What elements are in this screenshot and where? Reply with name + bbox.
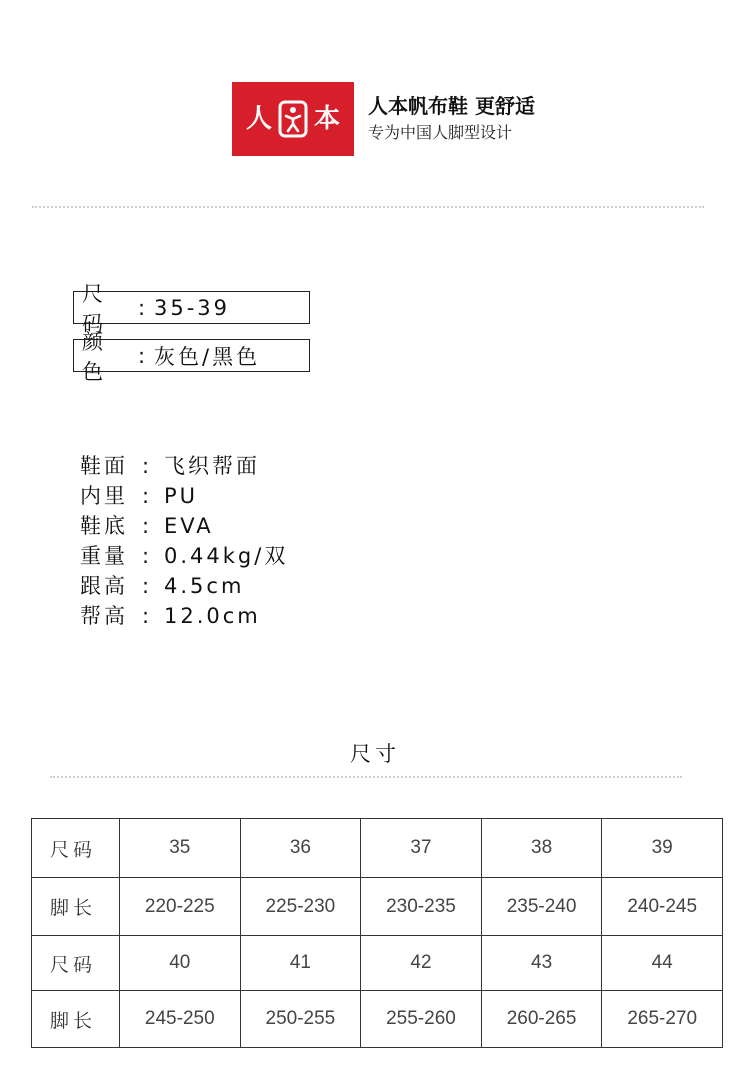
table-cell: 37 xyxy=(361,819,482,878)
divider-top xyxy=(32,206,704,208)
spec-row-upper xyxy=(80,451,288,481)
spec-colon: : xyxy=(142,484,153,508)
spec-value: PU xyxy=(164,484,199,508)
spec-colon: : xyxy=(142,574,153,598)
table-cell: 42 xyxy=(361,936,482,991)
color-label: 颜 色 xyxy=(82,329,130,384)
brand-text xyxy=(368,93,535,145)
table-cell: 260-265 xyxy=(481,991,602,1048)
spec-colon: : xyxy=(142,514,153,538)
table-cell: 41 xyxy=(240,936,361,991)
table-cell: 230-235 xyxy=(361,878,482,936)
table-cell: 36 xyxy=(240,819,361,878)
spec-row-shaft-height xyxy=(80,601,288,631)
table-cell: 38 xyxy=(481,819,602,878)
spec-value: 0.44kg/双 xyxy=(164,544,289,568)
table-cell: 240-245 xyxy=(602,878,723,936)
spec-value: EVA xyxy=(164,514,214,538)
size-range-value: 35-39 xyxy=(154,295,231,320)
size-range-label: 尺 码 xyxy=(82,281,130,336)
spec-colon: : xyxy=(142,544,153,568)
spec-row-heel-height xyxy=(80,571,288,601)
table-cell: 245-250 xyxy=(120,991,241,1048)
size-range-colon: : xyxy=(138,295,149,320)
table-cell: 250-255 xyxy=(240,991,361,1048)
color-colon: : xyxy=(138,343,149,368)
table-cell: 39 xyxy=(602,819,723,878)
spec-label: 内里 xyxy=(80,484,128,508)
spec-label: 重量 xyxy=(80,544,128,568)
row-label: 脚长 xyxy=(32,991,120,1048)
brand-header xyxy=(232,82,535,156)
table-cell: 43 xyxy=(481,936,602,991)
spec-label: 鞋面 xyxy=(80,454,128,478)
spec-label: 帮高 xyxy=(80,604,128,628)
spec-label: 鞋底 xyxy=(80,514,128,538)
table-cell: 44 xyxy=(602,936,723,991)
spec-colon: : xyxy=(142,604,153,628)
table-cell: 235-240 xyxy=(481,878,602,936)
spec-row-sole xyxy=(80,511,288,541)
spec-value: 飞织帮面 xyxy=(164,454,260,478)
logo-char-left: 人 xyxy=(245,104,272,134)
spec-value: 4.5cm xyxy=(164,574,245,598)
spec-value: 12.0cm xyxy=(164,604,261,628)
spec-row-weight xyxy=(80,541,288,571)
person-icon xyxy=(278,100,308,138)
brand-title: 人本帆布鞋 更舒适 xyxy=(368,94,535,118)
row-label: 尺码 xyxy=(32,936,120,991)
row-label: 脚长 xyxy=(32,878,120,936)
table-cell: 220-225 xyxy=(120,878,241,936)
size-chart-table xyxy=(31,818,723,1048)
divider-size-chart xyxy=(50,776,682,778)
logo-char-right: 本 xyxy=(314,104,341,134)
size-range-box xyxy=(73,281,310,336)
table-row xyxy=(32,878,723,936)
brand-logo xyxy=(232,82,354,156)
row-label: 尺码 xyxy=(32,819,120,878)
brand-subtitle: 专为中国人脚型设计 xyxy=(368,123,513,142)
table-cell: 40 xyxy=(120,936,241,991)
spec-label: 跟高 xyxy=(80,574,128,598)
table-cell: 265-270 xyxy=(602,991,723,1048)
color-value: 灰色/黑色 xyxy=(154,344,261,369)
table-cell: 255-260 xyxy=(361,991,482,1048)
spec-row-lining xyxy=(80,481,288,511)
spec-list xyxy=(80,451,288,631)
table-row xyxy=(32,819,723,878)
table-cell: 35 xyxy=(120,819,241,878)
table-row xyxy=(32,991,723,1048)
table-cell: 225-230 xyxy=(240,878,361,936)
table-row xyxy=(32,936,723,991)
size-chart-title: 尺寸 xyxy=(350,742,400,766)
spec-colon: : xyxy=(142,454,153,478)
color-box xyxy=(73,329,310,384)
